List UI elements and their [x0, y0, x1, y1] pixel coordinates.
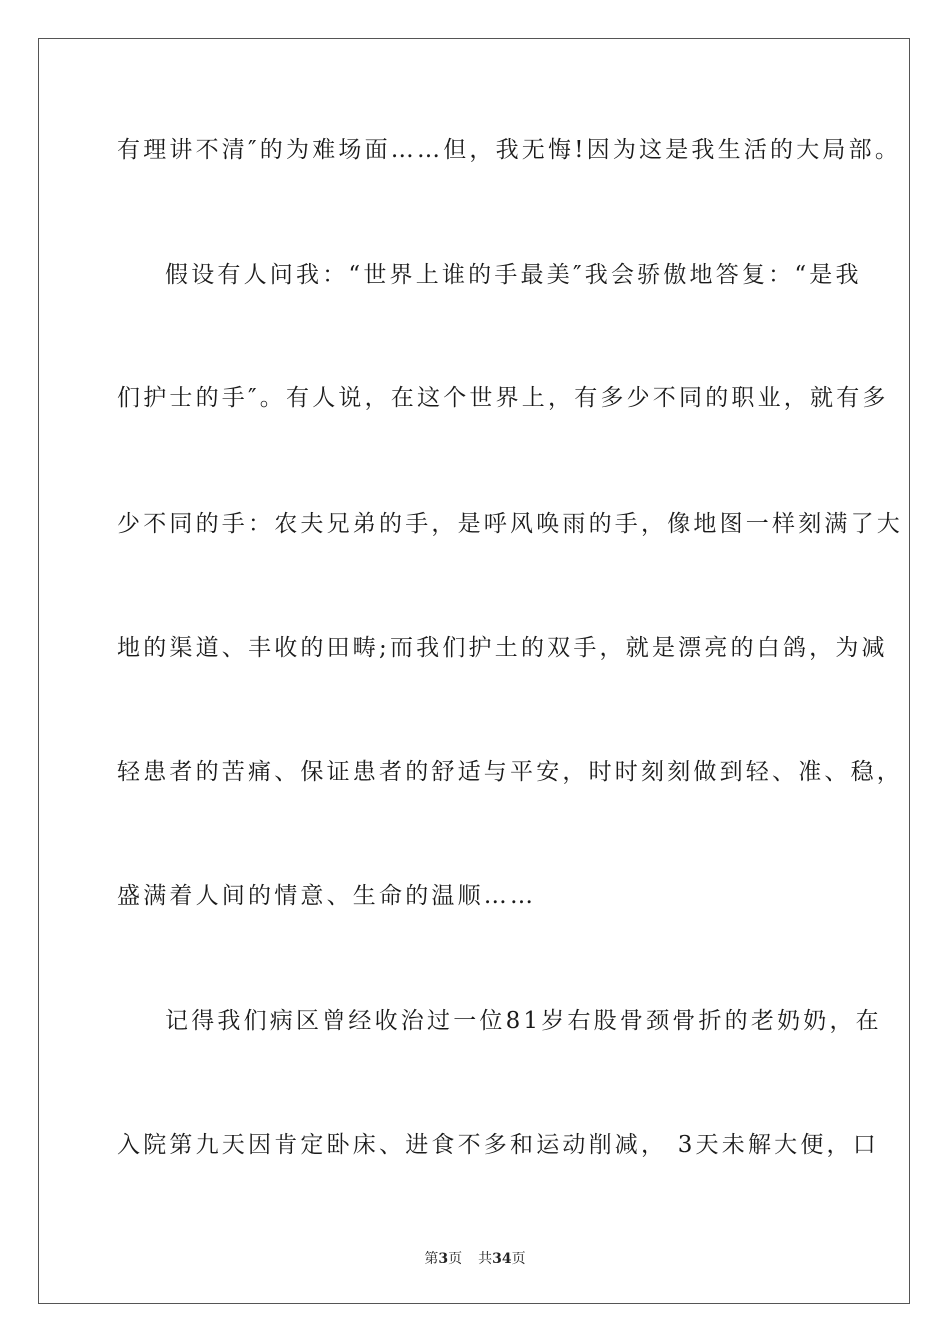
total-prefix: 共 [478, 1251, 493, 1267]
paragraph-start-line: 假设有人问我：“世界上谁的手最美″我会骄傲地答复：“是我 [165, 262, 862, 288]
text-line: 入院第九天因肯定卧床、进食不多和运动削减， 3天未解大便，口 [117, 1132, 879, 1158]
paragraph-start-line: 记得我们病区曾经收治过一位81岁右股骨颈骨折的老奶奶，在 [165, 1008, 882, 1034]
page-footer [0, 1248, 950, 1268]
total-pages: 34 [492, 1251, 512, 1267]
page-border [38, 38, 910, 1304]
text-line: 们护士的手″。有人说，在这个世界上，有多少不同的职业，就有多 [117, 385, 889, 411]
text-line: 少不同的手：农夫兄弟的手，是呼风唤雨的手，像地图一样刻满了大 [117, 511, 903, 537]
text-line: 有理讲不清″的为难场面……但，我无悔!因为这是我生活的大局部。 [117, 137, 902, 163]
page-prefix: 第 [424, 1251, 439, 1267]
page-number: 3 [438, 1251, 449, 1267]
page-suffix: 页 [448, 1251, 463, 1267]
text-line: 盛满着人间的情意、生命的温顺…… [117, 883, 537, 909]
text-line: 轻患者的苦痛、保证患者的舒适与平安，时时刻刻做到轻、准、稳， [117, 759, 903, 785]
text-line: 地的渠道、丰收的田畴;而我们护土的双手，就是漂亮的白鸽，为减 [117, 635, 888, 661]
total-suffix: 页 [511, 1251, 526, 1267]
